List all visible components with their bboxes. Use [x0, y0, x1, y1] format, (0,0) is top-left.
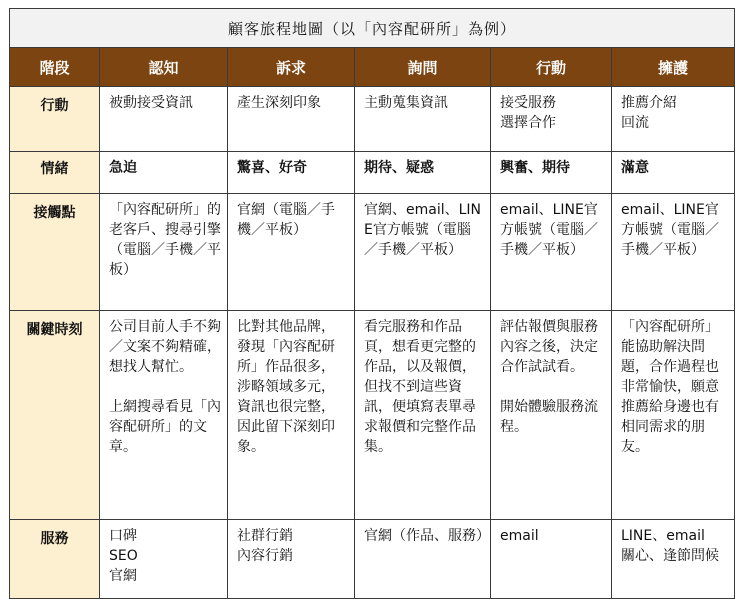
- table-title: 顧客旅程地圖（以「內容配研所」為例）: [10, 9, 735, 48]
- customer-journey-table: [9, 8, 735, 599]
- header-appeal: 訴求: [228, 48, 355, 87]
- table-cell: 驚喜、好奇: [228, 152, 355, 194]
- header-row: [10, 48, 735, 87]
- header-action: 行動: [491, 48, 612, 87]
- table-cell: 「內容配研所」的老客戶、搜尋引擎（電腦／手機／平板）: [100, 194, 228, 311]
- table-cell: 推薦介紹 回流: [612, 87, 735, 152]
- table-cell: 急迫: [100, 152, 228, 194]
- table-cell: 主動蒐集資訊: [355, 87, 491, 152]
- table-cell: LINE、email 關心、逢節問候: [612, 520, 735, 599]
- table-cell: 期待、疑惑: [355, 152, 491, 194]
- header-awareness: 認知: [100, 48, 228, 87]
- table-cell: 官網（電腦／手機／平板）: [228, 194, 355, 311]
- row-label-emotion: 情緒: [10, 152, 100, 194]
- table-row-service: [10, 520, 735, 599]
- header-advocacy: 擁護: [612, 48, 735, 87]
- table-cell: 評估報價與服務內容之後，決定合作試試看。 開始體驗服務流程。: [491, 311, 612, 520]
- table-row-emotion: [10, 152, 735, 194]
- table-cell: 官網（作品、服務）: [355, 520, 491, 599]
- row-label-action: 行動: [10, 87, 100, 152]
- table-cell: 公司目前人手不夠／文案不夠精確，想找人幫忙。 上網搜尋看見「內容配研所」的文章。: [100, 311, 228, 520]
- header-inquiry: 詢問: [355, 48, 491, 87]
- row-label-touchpoint: 接觸點: [10, 194, 100, 311]
- table-cell: 「內容配研所」能協助解決問題，合作過程也非常愉快，願意推薦給身邊也有相同需求的朋友。: [612, 311, 735, 520]
- table-cell: 口碑 SEO 官網: [100, 520, 228, 599]
- row-label-service: 服務: [10, 520, 100, 599]
- table-cell: 社群行銷 內容行銷: [228, 520, 355, 599]
- table-cell: email、LINE官方帳號（電腦／手機／平板）: [491, 194, 612, 311]
- table-cell: 比對其他品牌，發現「內容配研所」作品很多，涉略領域多元，資訊也很完整，因此留下深刻印象。: [228, 311, 355, 520]
- table-cell: 產生深刻印象: [228, 87, 355, 152]
- table-row-action: [10, 87, 735, 152]
- table-cell: email、LINE官方帳號（電腦／手機／平板）: [612, 194, 735, 311]
- table-cell: 興奮、期待: [491, 152, 612, 194]
- table-cell: 接受服務 選擇合作: [491, 87, 612, 152]
- header-stage: 階段: [10, 48, 100, 87]
- title-row: [10, 9, 735, 48]
- table-row-key-moment: [10, 311, 735, 520]
- row-label-key-moment: 關鍵時刻: [10, 311, 100, 520]
- table-cell: email: [491, 520, 612, 599]
- table-cell: 滿意: [612, 152, 735, 194]
- journey-map-frame: [9, 8, 734, 599]
- table-cell: 被動接受資訊: [100, 87, 228, 152]
- table-cell: 官網、email、LINE官方帳號（電腦／手機／平板）: [355, 194, 491, 311]
- table-row-touchpoint: [10, 194, 735, 311]
- table-cell: 看完服務和作品頁，想看更完整的作品，以及報價，但找不到這些資訊，便填寫表單尋求報價和完整作品集。: [355, 311, 491, 520]
